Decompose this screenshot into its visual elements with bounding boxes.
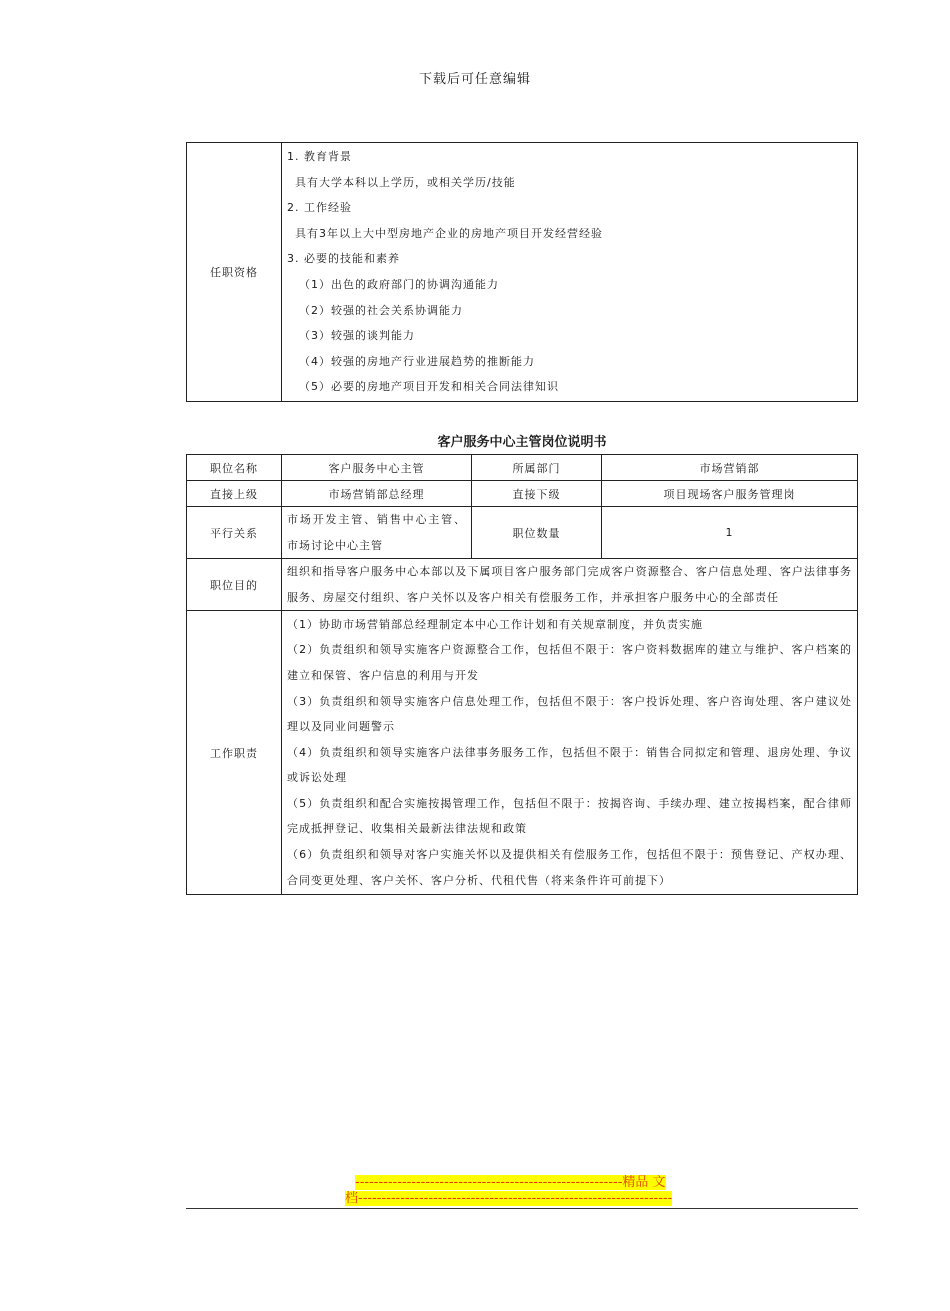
section-title: 客户服务中心主管岗位说明书	[437, 435, 607, 450]
duties-content	[282, 611, 858, 895]
duties-label: 工作职责	[187, 611, 282, 895]
parallel-value: 市场开发主管、销售中心主管、市场讨论中心主管	[282, 507, 472, 559]
qualification-table	[186, 142, 858, 402]
duty-item: （6）负责组织和领导对客户实施关怀以及提供相关有偿服务工作，包括但不限于：预售登记、产权办理、合同变更处理、客户关怀、客户分析、代租代售（将来条件许可前提下）	[287, 848, 852, 887]
parallel-label: 平行关系	[187, 507, 282, 559]
header-note: 下载后可任意编辑	[418, 72, 531, 87]
qualification-line: 3. 必要的技能和素养	[287, 252, 400, 266]
duty-item: （1）协助市场营销部总经理制定本中心工作计划和有关规章制度，并负责实施	[287, 617, 703, 631]
duty-item: （3）负责组织和领导实施客户信息处理工作，包括但不限于：客户投诉处理、客户咨询处理、客户建议处理以及同业问题警示	[287, 694, 852, 734]
subordinate-value: 项目现场客户服务管理岗	[602, 481, 858, 507]
qualification-line: （1）出色的政府部门的协调沟通能力	[299, 278, 499, 291]
dept-value: 市场营销部	[602, 455, 858, 481]
position-value: 客户服务中心主管	[282, 455, 472, 481]
duty-item: （2）负责组织和领导实施客户资源整合工作，包括但不限于：客户资料数据库的建立与维护、客户档案的建立和保管、客户信息的利用与开发	[287, 643, 852, 682]
qualification-line: （3）较强的谈判能力	[299, 329, 415, 343]
bottom-rule	[186, 1208, 858, 1209]
count-label: 职位数量	[472, 507, 602, 559]
purpose-value: 组织和指导客户服务中心本部以及下属项目客户服务部门完成客户资源整合、客户信息处理、客户法律事务服务、房屋交付组织、客户关怀以及客户相关有偿服务工作，并承担客户服务中心的全部责任	[282, 559, 858, 611]
qualification-line: 2. 工作经验	[287, 201, 352, 215]
duty-item: （5）负责组织和配合实施按揭管理工作，包括但不限于：按揭咨询、手续办理、建立按揭档案，配合律师完成抵押登记、收集相关最新法律法规和政策	[287, 796, 852, 836]
footer-watermark	[345, 1175, 700, 1207]
position-label: 职位名称	[187, 455, 282, 481]
count-value: 1	[602, 507, 858, 559]
qualification-line: （5）必要的房地产项目开发和相关合同法律知识	[299, 380, 559, 394]
footer-line-1: ---------------------------------------------------------精品 文	[355, 1175, 666, 1190]
qualification-label: 任职资格	[187, 143, 282, 402]
duty-item: （4）负责组织和领导实施客户法律事务服务工作，包括但不限于：销售合同拟定和管理、退房处理、争议或诉讼处理	[287, 745, 852, 785]
superior-label: 直接上级	[187, 481, 282, 507]
job-description-table	[186, 454, 858, 895]
subordinate-label: 直接下级	[472, 481, 602, 507]
superior-value: 市场营销部总经理	[282, 481, 472, 507]
footer-line-2: 档-------------------------------------------------------------------	[345, 1191, 673, 1206]
qualification-line: 具有3年以上大中型房地产企业的房地产项目开发经营经验	[295, 226, 603, 240]
qualification-content	[282, 143, 858, 402]
qualification-line: 具有大学本科以上学历，或相关学历/技能	[295, 175, 516, 189]
qualification-line: 1. 教育背景	[287, 150, 352, 164]
qualification-line: （4）较强的房地产行业进展趋势的推断能力	[299, 354, 535, 368]
qualification-line: （2）较强的社会关系协调能力	[299, 303, 463, 317]
dept-label: 所属部门	[472, 455, 602, 481]
purpose-label: 职位目的	[187, 559, 282, 611]
